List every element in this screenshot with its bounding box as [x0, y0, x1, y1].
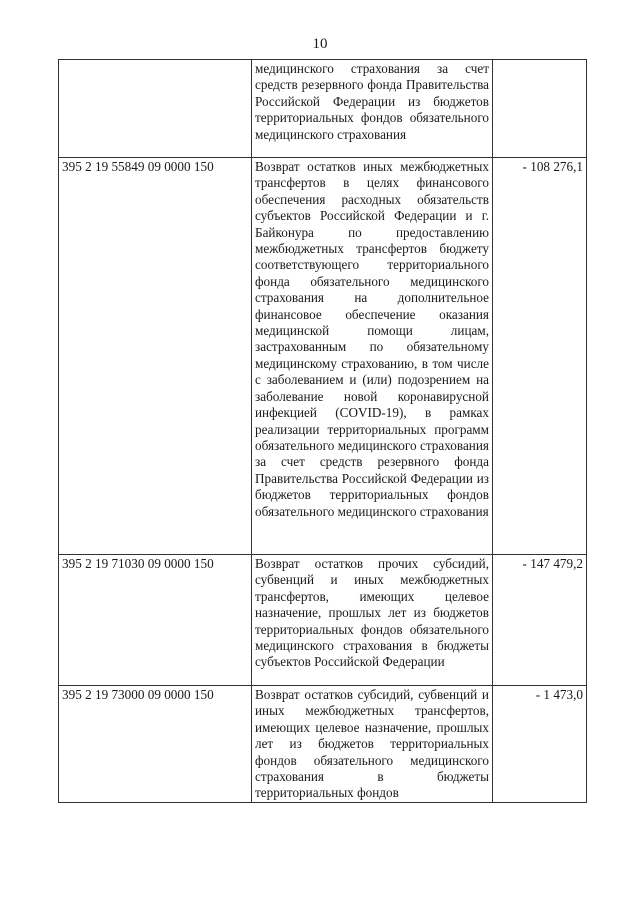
table-row — [59, 60, 587, 158]
amount-cell — [493, 60, 587, 158]
budget-table — [58, 59, 587, 803]
page-number: 10 — [312, 36, 328, 52]
amount-cell: - 1 473,0 — [493, 686, 587, 803]
description-cell: Возврат остатков иных межбюджетных трансфертов в целях финансового обеспечения расходных обязательств субъектов Российской Федерации и г. Байконура по предоставлению межбюджетных трансфертов бюджету соответствующего территориального фонда обязательного медицинского страхования на дополнительное финансовое обеспечение оказания медицинской помощи лицам, застрахованным по обязательному медицинскому страхованию, в том числе с заболеванием и (или) подозрением на заболевание новой коронавирусной инфекцией (COVID-19), в рамках реализации территориальных программ обязательного медицинского страхования за счет средств резервного фонда Правительства Российской Федерации из бюджетов территориальных фондов обязательного медицинского страхования — [252, 158, 493, 555]
budget-code-cell — [59, 60, 252, 158]
table-row — [59, 686, 587, 803]
budget-code-cell: 395 2 19 73000 09 0000 150 — [59, 686, 252, 803]
amount-cell: - 147 479,2 — [493, 555, 587, 686]
budget-code-cell: 395 2 19 55849 09 0000 150 — [59, 158, 252, 555]
table-row — [59, 158, 587, 555]
description-cell: медицинского страхования за счет средств резервного фонда Правительства Российской Федерации из бюджетов территориальных фондов обязательного медицинского страхования — [252, 60, 493, 158]
budget-code-cell: 395 2 19 71030 09 0000 150 — [59, 555, 252, 686]
table-row — [59, 555, 587, 686]
description-cell: Возврат остатков субсидий, субвенций и иных межбюджетных трансфертов, имеющих целевое назначение, прошлых лет из бюджетов территориальных фондов обязательного медицинского страхования в бюджеты территориальных фондов — [252, 686, 493, 803]
amount-cell: - 108 276,1 — [493, 158, 587, 555]
description-cell: Возврат остатков прочих субсидий, субвенций и иных межбюджетных трансфертов, имеющих целевое назначение, прошлых лет из бюджетов территориальных фондов обязательного медицинского страхования в бюджеты субъектов Российской Федерации — [252, 555, 493, 686]
